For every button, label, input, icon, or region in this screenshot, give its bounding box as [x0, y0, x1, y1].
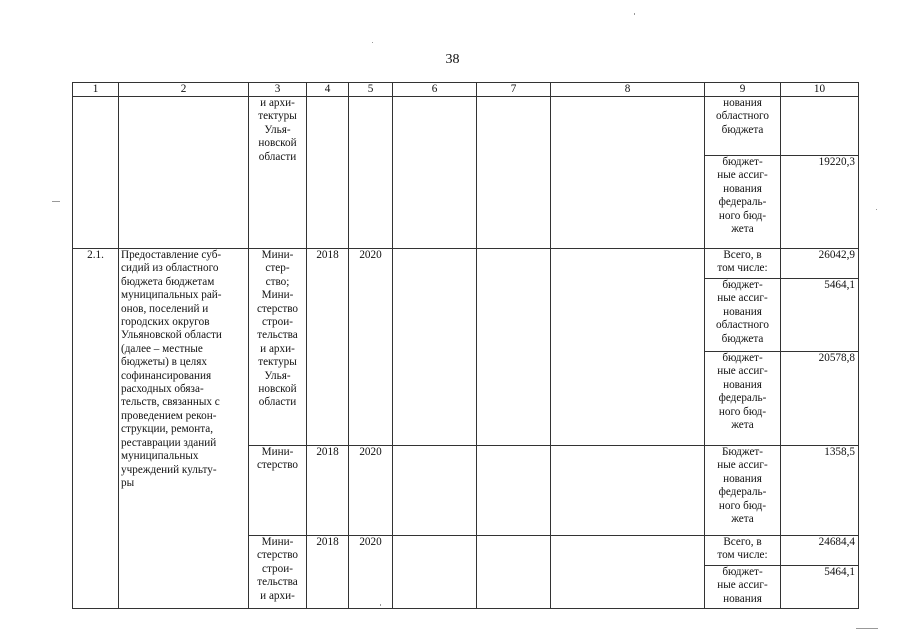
- scan-speck: [856, 628, 878, 629]
- start-year-cell: [307, 97, 349, 249]
- funding-source-cell: Всего, в том числе:: [705, 249, 781, 279]
- start-year-cell: 2018: [307, 249, 349, 446]
- start-year-cell: 2018: [307, 446, 349, 536]
- column-header: 2: [119, 83, 249, 97]
- empty-cell: [393, 97, 477, 249]
- budget-table: [72, 82, 859, 609]
- end-year-cell: [349, 97, 393, 249]
- funding-source-cell: бюджет- ные ассиг- нования областного бюджета: [705, 279, 781, 352]
- end-year-cell: 2020: [349, 536, 393, 609]
- empty-cell: [477, 536, 551, 609]
- empty-cell: [393, 249, 477, 446]
- funding-source-cell: бюджет- ные ассиг- нования федераль- ного бюд- жета: [705, 156, 781, 249]
- amount-cell: 20578,8: [781, 352, 859, 446]
- amount-cell: 24684,4: [781, 536, 859, 566]
- executor-cell: Мини- стерство: [249, 446, 307, 536]
- column-header: 7: [477, 83, 551, 97]
- scan-speck: [52, 201, 60, 202]
- column-header: 4: [307, 83, 349, 97]
- column-header: 5: [349, 83, 393, 97]
- page-number: 38: [445, 52, 460, 67]
- empty-cell: [477, 97, 551, 249]
- start-year-cell: 2018: [307, 536, 349, 609]
- column-header: 8: [551, 83, 705, 97]
- item-name-cell: [119, 97, 249, 249]
- scan-speck: [634, 13, 635, 15]
- executor-cell: и архи- тектуры Улья- новской области: [249, 97, 307, 249]
- amount-cell: 5464,1: [781, 566, 859, 609]
- end-year-cell: 2020: [349, 249, 393, 446]
- item-number-cell: [73, 97, 119, 249]
- amount-cell: [781, 97, 859, 156]
- empty-cell: [551, 249, 705, 446]
- column-header: 10: [781, 83, 859, 97]
- funding-source-cell: бюджет- ные ассиг- нования федераль- ного бюд- жета: [705, 352, 781, 446]
- funding-source-cell: бюджет- ные ассиг- нования: [705, 566, 781, 609]
- empty-cell: [551, 536, 705, 609]
- amount-cell: 5464,1: [781, 279, 859, 352]
- header-row: [73, 83, 859, 97]
- empty-cell: [477, 249, 551, 446]
- column-header: 1: [73, 83, 119, 97]
- column-header: 9: [705, 83, 781, 97]
- empty-cell: [551, 97, 705, 249]
- amount-cell: 1358,5: [781, 446, 859, 536]
- empty-cell: [477, 446, 551, 536]
- amount-cell: 26042,9: [781, 249, 859, 279]
- empty-cell: [551, 446, 705, 536]
- scan-speck: [372, 42, 373, 43]
- empty-cell: [393, 446, 477, 536]
- end-year-cell: 2020: [349, 446, 393, 536]
- table-row: [73, 97, 859, 156]
- executor-cell: Мини- стерство строи- тельства и архи-: [249, 536, 307, 609]
- item-name-cell: Предоставление суб- сидий из областного бюджета бюджетам муниципальных рай- онов, поселений и городских округов Ульяновской области (далее – местные бюджеты) в целях софинансирования расходных обяза- тельств, связанных с проведением рекон- струкции, ремонта, реставрации зданий муниципальных учреждений культу- ры: [119, 249, 249, 609]
- column-header: 6: [393, 83, 477, 97]
- item-number-cell: 2.1.: [73, 249, 119, 609]
- scan-speck: [876, 209, 877, 210]
- scan-speck: [380, 604, 381, 606]
- column-header: 3: [249, 83, 307, 97]
- executor-cell: Мини- стер- ство; Мини- стерство строи- тельства и архи- тектуры Улья- новской области: [249, 249, 307, 446]
- table-row: [73, 249, 859, 279]
- funding-source-cell: Бюджет- ные ассиг- нования федераль- ного бюд- жета: [705, 446, 781, 536]
- funding-source-cell: Всего, в том числе:: [705, 536, 781, 566]
- funding-source-cell: нования областного бюджета: [705, 97, 781, 156]
- amount-cell: 19220,3: [781, 156, 859, 249]
- empty-cell: [393, 536, 477, 609]
